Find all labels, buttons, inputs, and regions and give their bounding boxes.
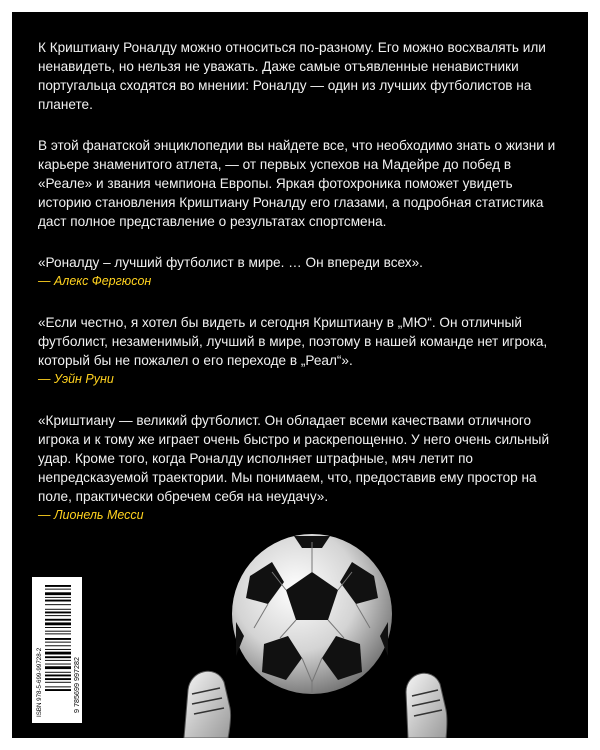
- barcode-bar: [45, 666, 71, 669]
- barcode-bar: [45, 592, 71, 595]
- barcode-bar: [45, 689, 71, 691]
- barcode-bar: [45, 609, 71, 610]
- barcode-isbn: ISBN 978-5-699-99728-2: [36, 647, 43, 717]
- quote-messi: [38, 411, 568, 525]
- barcode-bar: [45, 604, 71, 605]
- barcode-digits: 9 785699 997282: [72, 657, 81, 713]
- quote-author: — Алекс Фергюсон: [38, 274, 152, 288]
- barcode-bar: [45, 600, 71, 602]
- description-paragraph: К Криштиану Роналду можно относиться по-разному. Его можно восхвалять или ненавидеть, но нельзя не уважать. Даже самые отъявленные ненавистники португальца сходятся во мнении: Роналду — один из лучших футболистов на планете.: [38, 40, 546, 112]
- barcode-bar: [45, 686, 71, 687]
- quote-ferguson: [38, 253, 568, 291]
- barcode-bar: [45, 656, 71, 658]
- quote-text: «Роналду – лучший футболист в мире. … Он впереди всех».: [38, 255, 423, 270]
- barcode-bar: [45, 638, 71, 640]
- barcode-bar: [45, 642, 71, 643]
- barcode-bar: [45, 652, 71, 655]
- book-back-cover: [12, 12, 588, 738]
- barcode-bar: [45, 631, 71, 632]
- barcode-bar: [45, 597, 71, 598]
- barcode-bar: [45, 615, 71, 616]
- isbn-barcode: [32, 577, 82, 723]
- quote-text: «Криштиану — великий футболист. Он обладает всеми качествами отличного игрока и к тому же играет очень быстро и раскрепощенно. У него очень сильный удар. Кроме того, когда Роналду исполняет штрафные, мяч летит по непредсказуемой траектории. Мы понимаем, что, предоставив ему простор на поле, практически обречем себя на неудачу».: [38, 413, 550, 504]
- quote-text: «Если честно, я хотел бы видеть и сегодня Криштиану в „МЮ“. Он отличный футболист, незаменимый, лучший в мире, поэтому в нашей команде нет игрока, который бы не пожалел о его переходе в „Реал“».: [38, 315, 548, 368]
- cover-text: [38, 38, 568, 547]
- barcode-bar: [45, 664, 71, 665]
- barcode-bar: [45, 678, 71, 680]
- barcode-bar: [45, 627, 71, 628]
- barcode-bar: [45, 649, 71, 650]
- barcode-bar: [45, 612, 71, 614]
- football-illustration: [162, 532, 462, 738]
- barcode-bars: [45, 585, 71, 691]
- barcode-bar: [45, 633, 71, 634]
- football-ball: [232, 534, 392, 694]
- barcode-bar: [45, 619, 71, 621]
- barcode-bar: [45, 622, 71, 625]
- barcode-bar: [45, 585, 71, 587]
- barcode-bar: [45, 682, 71, 683]
- quote-author: — Лионель Месси: [38, 508, 144, 522]
- quote-rooney: [38, 313, 568, 389]
- quote-author: — Уэйн Руни: [38, 372, 114, 386]
- barcode-bar: [45, 589, 71, 590]
- description-paragraph: В этой фанатской энциклопедии вы найдете все, что необходимо знать о жизни и карьере знаменитого атлета, — от первых успехов на Мадейре до побед в «Реале» и звания чемпиона Европы. Яркая фотохроника поможет увидеть историю становления Криштиану Роналду его глазами, а подробная статистика даст полное представление о результатах спортсмена.: [38, 138, 556, 229]
- barcode-bar: [45, 675, 71, 677]
- barcode-bar: [45, 672, 71, 673]
- barcode-bar: [45, 645, 71, 646]
- barcode-bar: [45, 660, 71, 661]
